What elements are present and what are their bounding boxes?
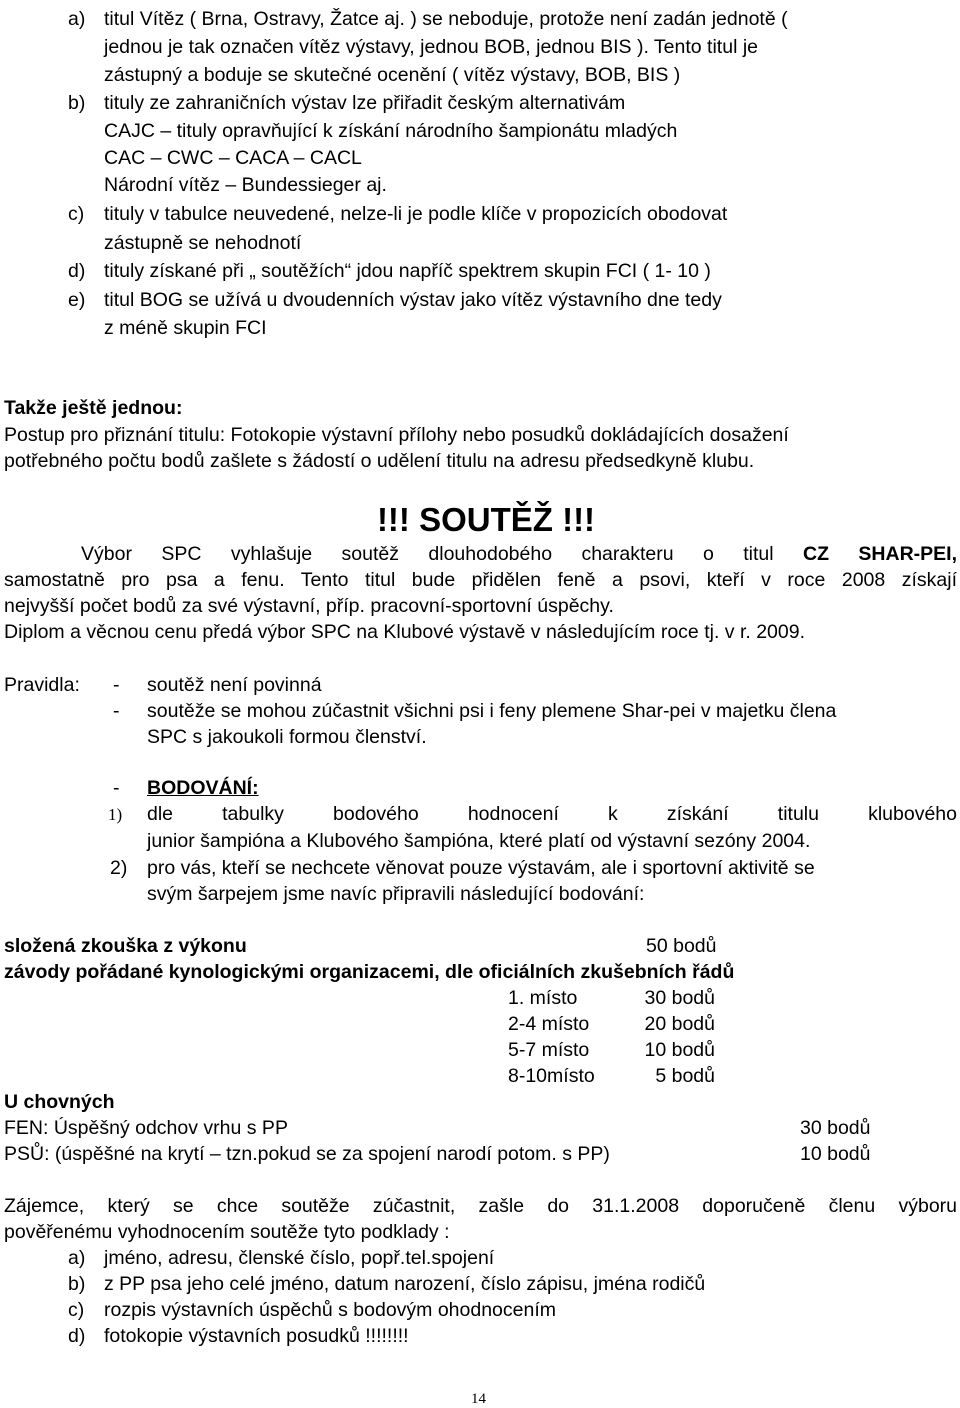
fen-points: 30 bodů [800,1117,871,1139]
list-item-a-line3: zástupný a boduje se skutečné ocenění ( vítěz výstavy, BOB, BIS ) [104,64,681,86]
place-1-points: 30 bodů [644,987,715,1009]
bodovani-num-1: 1) [108,805,123,824]
soutez-line3: nejvyšší počet bodů za své výstavní, příp. pracovní-sportovní úspěchy. [4,595,614,617]
list-label-a: a) [68,8,86,30]
list-item-e-line1: titul BOG se užívá u dvoudenních výstav jako vítěz výstavního dne tedy [104,289,722,311]
zkouska-points: 50 bodů [646,935,717,957]
list-item-b-line4: Národní vítěz – Bundessieger aj. [104,174,387,196]
list-label-b: b) [68,92,86,114]
place-3-points: 10 bodů [644,1039,715,1061]
pravidla-rule1: soutěž není povinná [147,674,322,696]
bodovani-heading: BODOVÁNÍ: [147,777,259,799]
list-item-a-line2: jednou je tak označen vítěz výstavy, jednou BOB, jednou BIS ). Tento titul je [104,36,758,58]
zajemce-item-a: jméno, adresu, členské číslo, popř.tel.spojení [104,1247,495,1269]
bodovani-item2-line1: pro vás, kteří se nechcete věnovat pouze výstavám, ale i sportovní aktivitě se [147,857,815,879]
soutez-line1-text: Výbor SPC vyhlašuje soutěž dlouhodobého charakteru o titul [81,543,774,565]
pravidla-label: Pravidla: [4,674,80,696]
page-number: 14 [471,1391,486,1407]
place-1-label: 1. místo [508,987,578,1009]
zajemce-item-b: z PP psa jeho celé jméno, datum narození, číslo zápisu, jména rodičů [104,1273,706,1295]
place-3-label: 5-7 místo [508,1039,590,1061]
zajemce-label-b: b) [68,1273,86,1295]
soutez-line4: Diplom a věcnou cenu předá výbor SPC na Klubové výstavě v následujícím roce tj. v r. 2009. [4,621,805,643]
psu-label: PSŮ: (úspěšné na krytí – tzn.pokud se za spojení narodí potom. s PP) [4,1143,610,1165]
soutez-line2: samostatně pro psa a fenu. Tento titul bude přidělen feně a psovi, kteří v roce 2008 získají [4,569,957,591]
zajemce-label-d: d) [68,1325,86,1347]
list-label-d: d) [68,260,86,282]
soutez-line1 [81,541,957,567]
list-item-a-line1: titul Vítěz ( Brna, Ostravy, Žatce aj. ) se neboduje, protože není zadán jednotě ( [104,8,788,30]
takze-heading: Takže ještě jednou: [4,397,183,419]
takze-line1: Postup pro přiznání titulu: Fotokopie výstavní přílohy nebo posudků dokládajících dosažení [4,424,789,446]
pravidla-rule2-line1: soutěže se mohou zúčastnit všichni psi i feny plemene Shar-pei v majetku člena [147,700,837,722]
zajemce-label-c: c) [68,1299,85,1321]
fen-label: FEN: Úspěšný odchov vrhu s PP [4,1117,288,1139]
zkouska-label: složená zkouška z výkonu [4,935,247,957]
list-item-b-line3: CAC – CWC – CACA – CACL [104,147,362,169]
place-4-points: 5 bodů [655,1065,715,1087]
place-2-points: 20 bodů [644,1013,715,1035]
list-label-c: c) [68,203,85,225]
place-2-label: 2-4 místo [508,1013,590,1035]
chovnych-heading: U chovných [4,1091,115,1113]
bodovani-item1-line2: junior šampióna a Klubového šampióna, které platí od výstavní sezóny 2004. [147,830,811,852]
psu-points: 10 bodů [800,1143,871,1165]
list-item-c-line2: zástupně se nehodnotí [104,232,302,254]
pravidla-rule2-line2: SPC s jakoukoli formou členství. [147,726,427,748]
bodovani-item1-line1: dle tabulky bodového hodnocení k získání titulu klubového [147,803,957,825]
pravidla-dash-3: - [113,777,120,799]
pravidla-dash-1: - [113,674,120,696]
zajemce-label-a: a) [68,1247,86,1269]
soutez-title-bold: CZ SHAR-PEI, [803,543,958,565]
pravidla-dash-2: - [113,700,120,722]
list-item-b-line2: CAJC – tituly opravňující k získání národního šampionátu mladých [104,120,678,142]
list-item-d-line1: tituly získané při „ soutěžích“ jdou napříč spektrem skupin FCI ( 1- 10 ) [104,260,711,282]
zajemce-item-c: rozpis výstavních úspěchů s bodovým ohodnocením [104,1299,556,1321]
list-item-c-line1: tituly v tabulce neuvedené, nelze-li je podle klíče v propozicích obodovat [104,203,728,225]
list-item-e-line2: z méně skupin FCI [104,317,267,339]
bodovani-item2-line2: svým šarpejem jsme navíc připravili následující bodování: [147,883,645,905]
takze-line2: potřebného počtu bodů zašlete s žádostí o udělení titulu na adresu předsedkyně klubu. [4,450,755,472]
soutez-title: !!! SOUTĚŽ !!! [376,501,596,538]
bodovani-num-2: 2) [110,857,128,879]
zajemce-line1: Zájemce, který se chce soutěže zúčastnit, zašle do 31.1.2008 doporučeně členu výboru [4,1195,957,1217]
zajemce-item-d: fotokopie výstavních posudků !!!!!!!! [104,1325,409,1347]
list-label-e: e) [68,289,86,311]
place-4-label: 8-10místo [508,1065,595,1087]
list-item-b-line1: tituly ze zahraničních výstav lze přiřadit českým alternativám [104,92,626,114]
zavody-label: závody pořádané kynologickými organizacemi, dle oficiálních zkušebních řádů [4,961,735,983]
zajemce-line2: pověřenému vyhodnocením soutěže tyto podklady : [4,1221,450,1243]
